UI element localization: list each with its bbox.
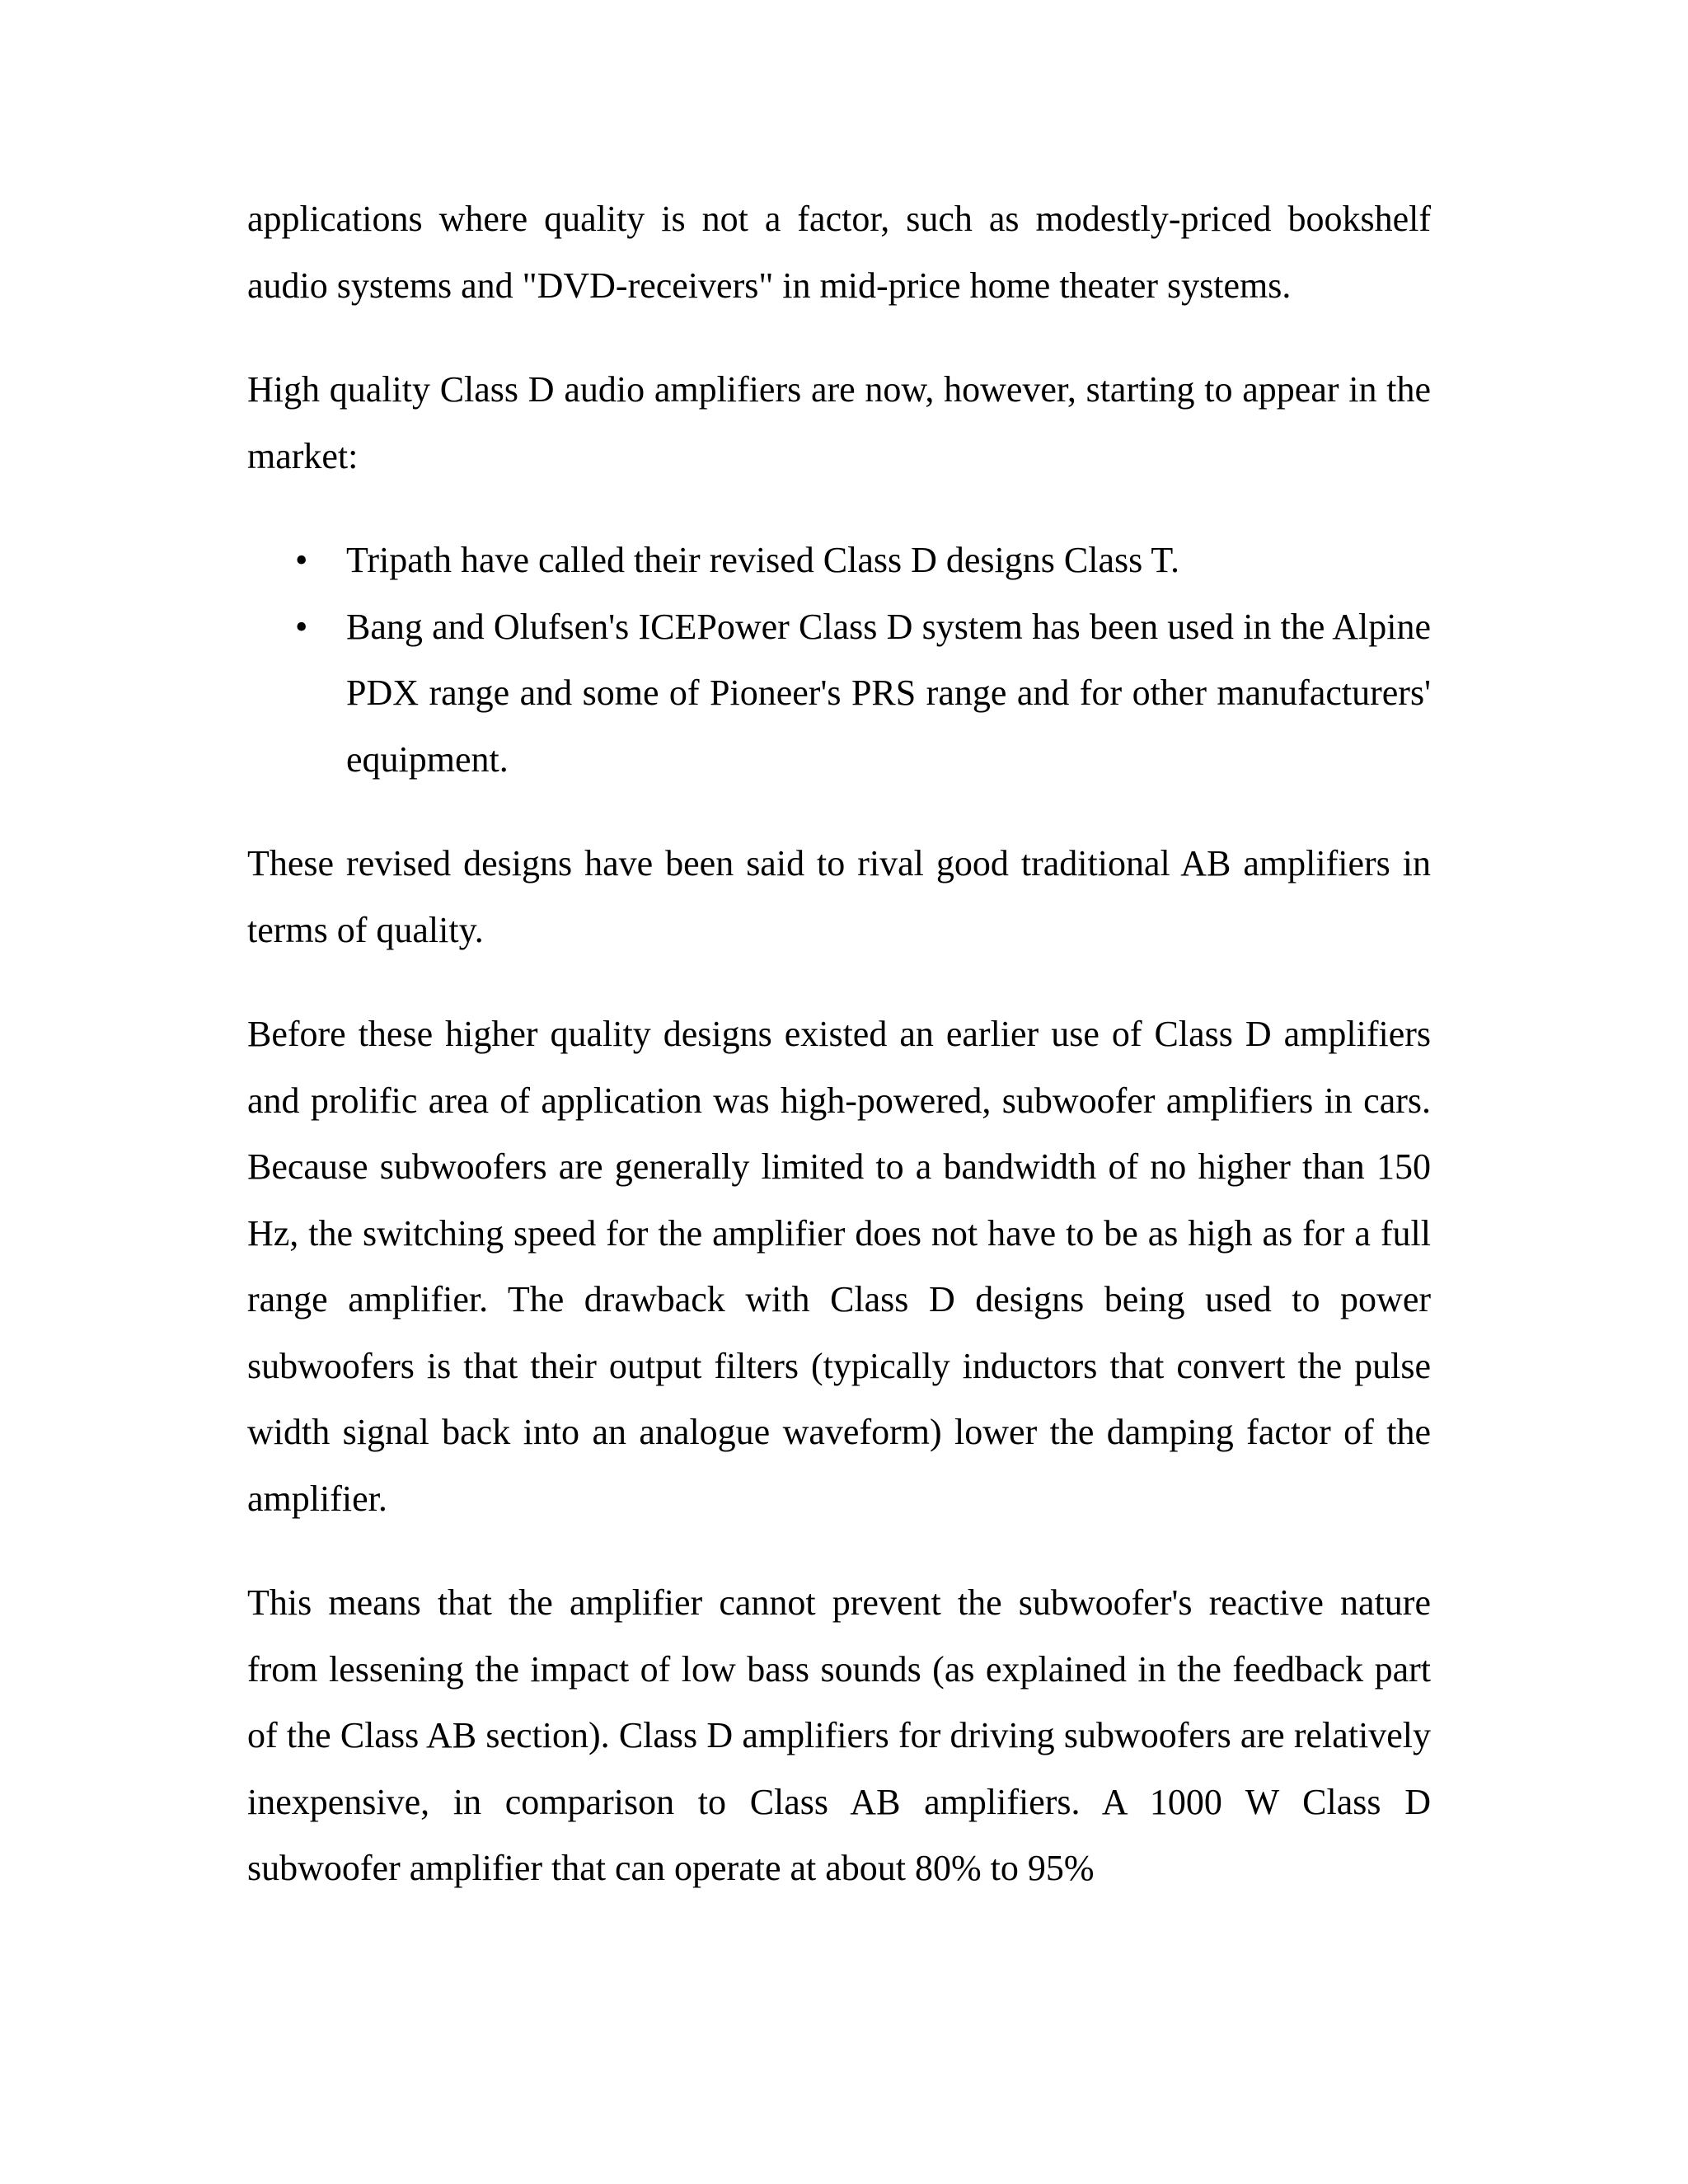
paragraph-high-quality: High quality Class D audio amplifiers are now, however, starting to appear in the market:: [247, 369, 1431, 476]
bullet-list: [247, 527, 1431, 793]
bullet-icon: •: [295, 540, 308, 580]
bullet-icon: •: [295, 606, 308, 647]
paragraph-applications: applications where quality is not a factor, such as modestly-priced bookshelf audio systems and "DVD-receivers" in mid-price home theater systems.: [247, 199, 1431, 306]
paragraph-earlier-use: Before these higher quality designs existed an earlier use of Class D amplifiers and prolific area of application was high-powered, subwoofer amplifiers in cars. Because subwoofers are generally limited to a bandwidth of no higher than 150 Hz, the switching speed for the amplifier does not have to be as high as for a full range amplifier. The drawback with Class D designs being used to power subwoofers is that their output filters (typically inductors that convert the pulse width signal back into an analogue waveform) lower the damping factor of the amplifier.: [247, 1014, 1431, 1519]
bullet-text-icepower: Bang and Olufsen's ICEPower Class D system has been used in the Alpine PDX range and some of Pioneer's PRS range and for other manufacturers' equipment.: [346, 606, 1431, 780]
paragraph-damping: This means that the amplifier cannot prevent the subwoofer's reactive nature from lessening the impact of low bass sounds (as explained in the feedback part of the Class AB section). Class D amplifiers for driving subwoofers are relatively inexpensive, in comparison to Class AB amplifiers. A 1000 W Class D subwoofer amplifier that can operate at about 80% to 95%: [247, 1582, 1431, 1888]
list-item: [247, 594, 1431, 794]
document-body: [247, 186, 1431, 1940]
bullet-text-tripath: Tripath have called their revised Class D designs Class T.: [346, 540, 1180, 580]
list-item: [247, 527, 1431, 594]
paragraph-revised-designs: These revised designs have been said to rival good traditional AB amplifiers in terms of quality.: [247, 843, 1431, 950]
